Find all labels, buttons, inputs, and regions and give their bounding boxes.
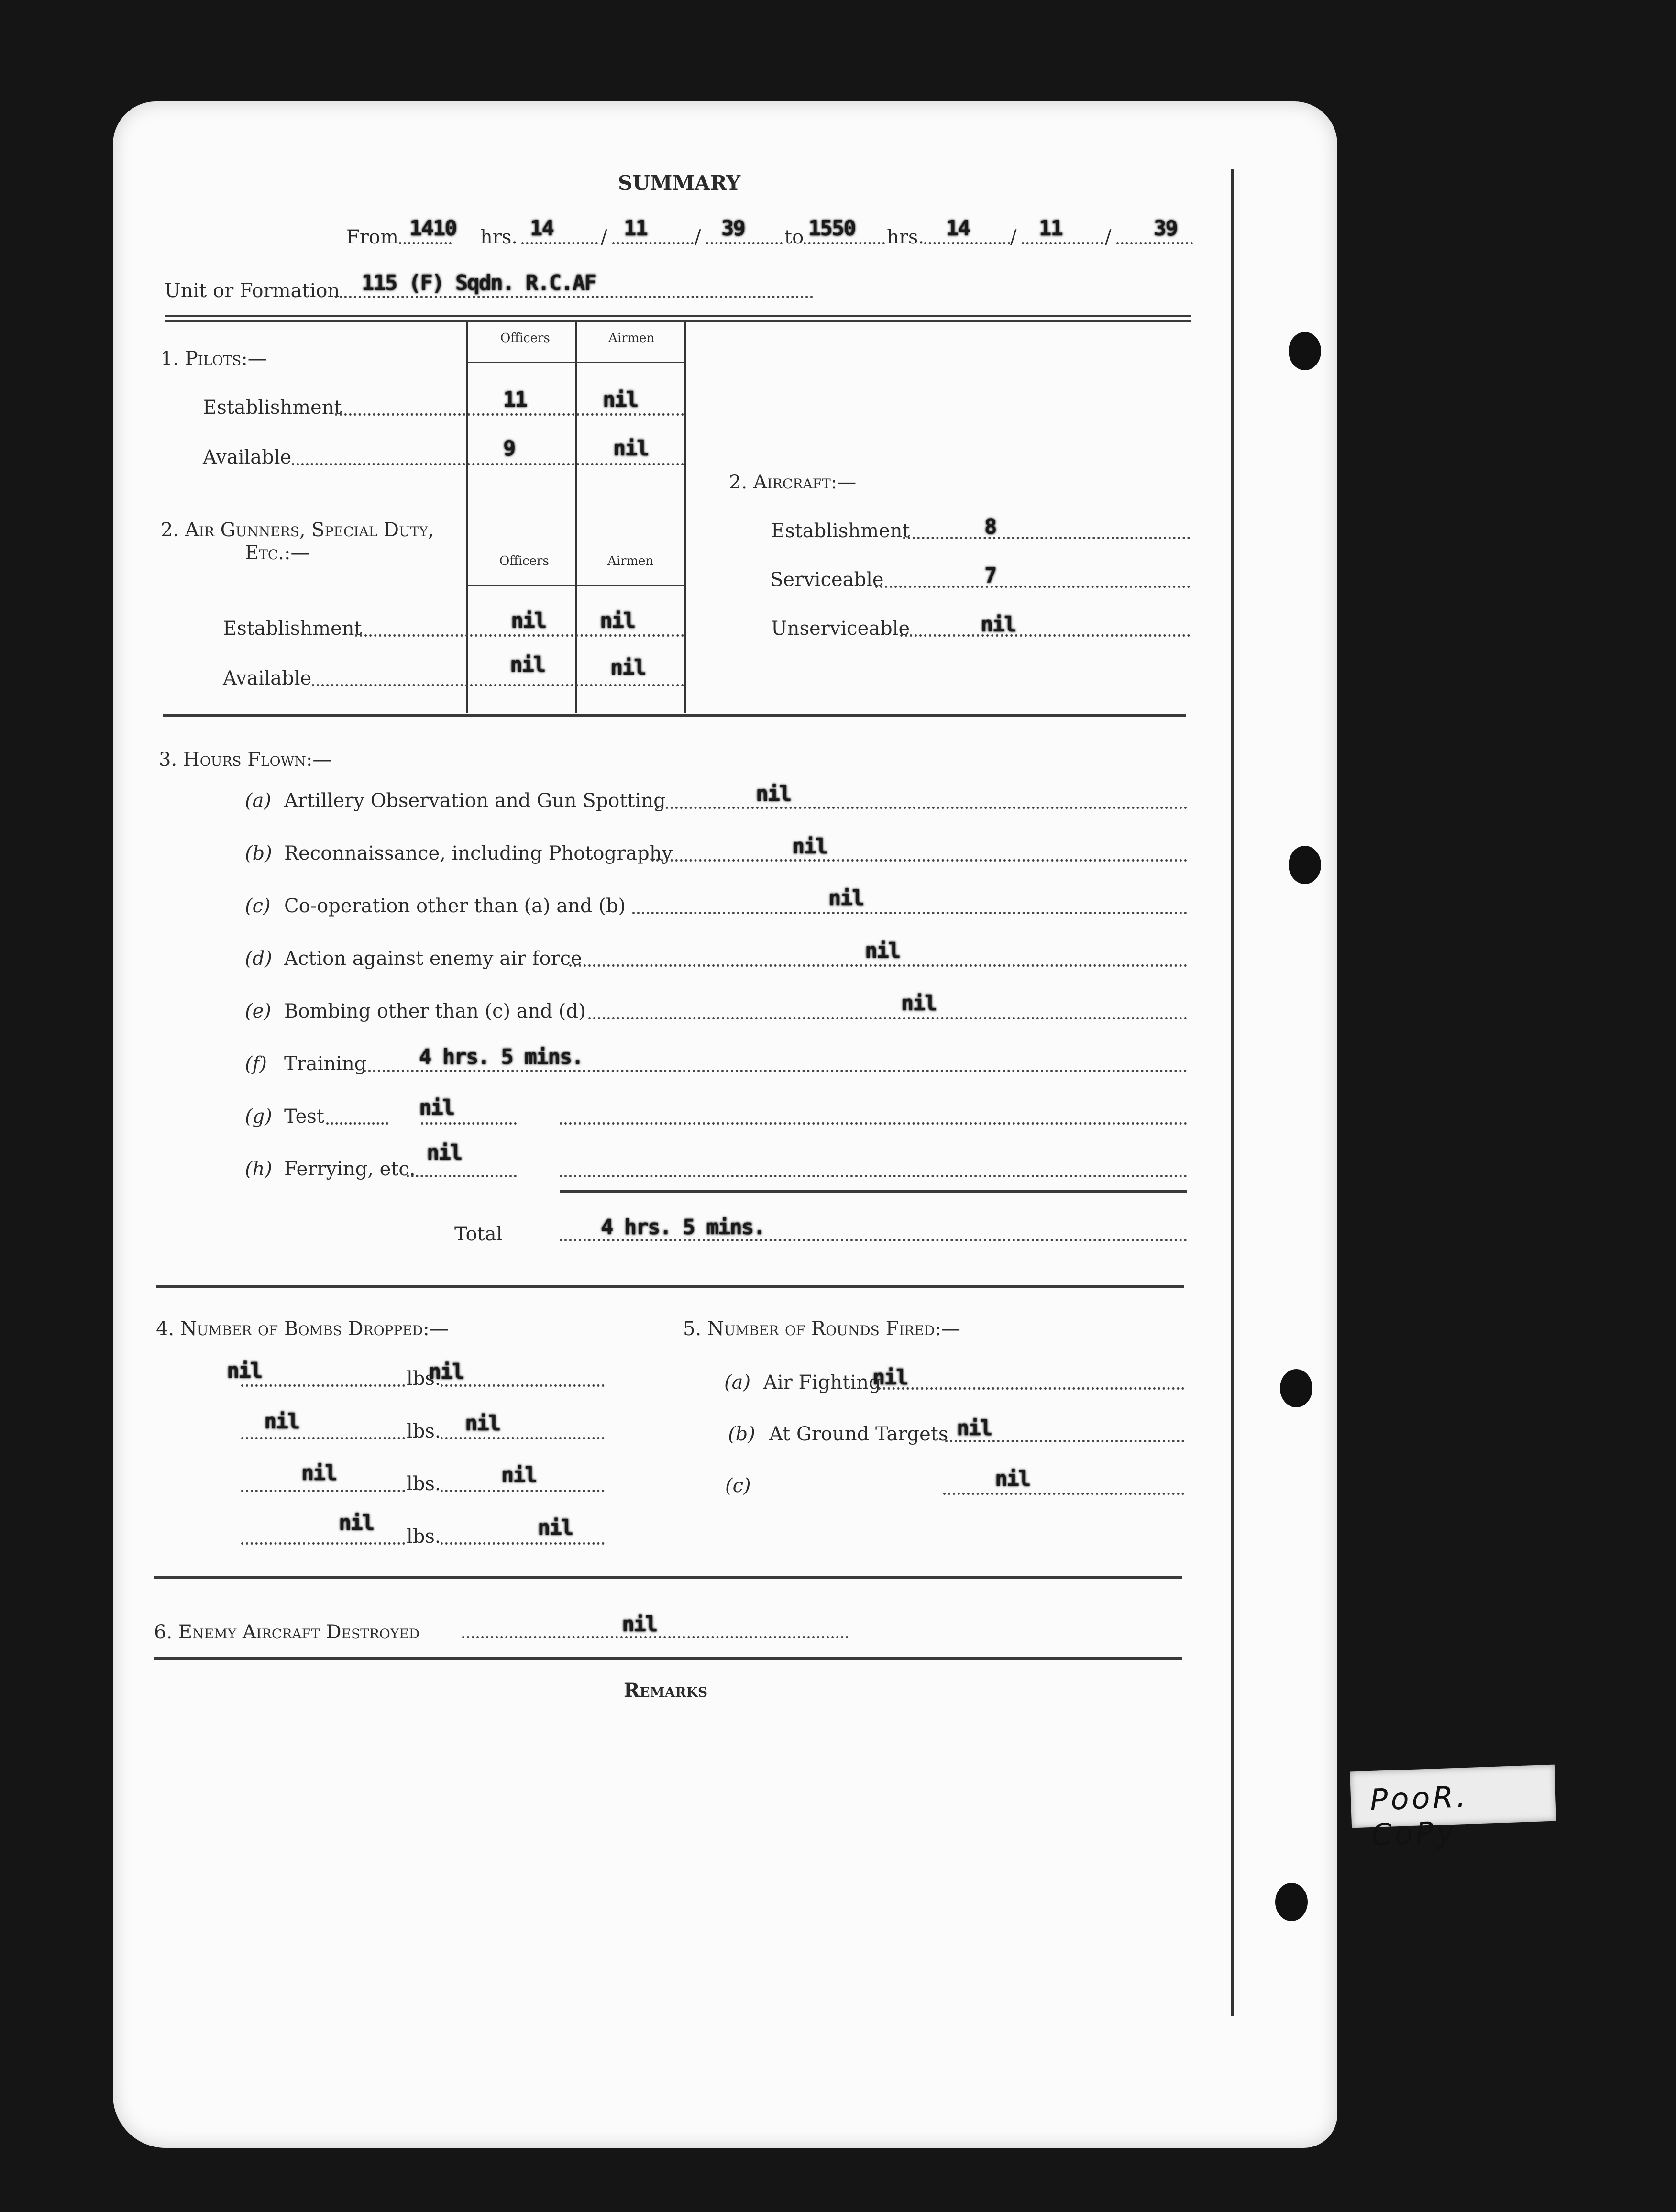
remarks-area xyxy=(163,1713,1186,2000)
dotted-leader xyxy=(1116,242,1193,244)
enemy-aircraft-heading: 6. Enemy Aircraft Destroyed xyxy=(154,1621,420,1643)
punch-hole xyxy=(1289,332,1321,370)
dotted-leader xyxy=(878,1387,1184,1390)
margin-rule xyxy=(1231,169,1234,2016)
row-key: (c) xyxy=(245,895,271,917)
dotted-leader xyxy=(560,1122,1187,1125)
table-rule xyxy=(575,322,577,713)
total-value: 4 hrs. 5 mins. xyxy=(601,1215,765,1239)
rounds-value: nil xyxy=(872,1365,908,1390)
hours-value: nil xyxy=(865,939,900,963)
from-month: 11 xyxy=(624,216,647,241)
bomb-count: nil xyxy=(264,1409,299,1434)
col-airmen: Airmen xyxy=(608,331,655,345)
remarks-heading: Remarks xyxy=(624,1679,708,1702)
gunners-establishment-officers: nil xyxy=(511,608,546,633)
row-key: (b) xyxy=(245,842,272,864)
enemy-aircraft-value: nil xyxy=(622,1612,657,1637)
dotted-leader xyxy=(1022,242,1103,244)
date-separator: / xyxy=(601,226,607,248)
row-label: Artillery Observation and Gun Spotting xyxy=(284,790,666,812)
dotted-leader xyxy=(326,1122,388,1125)
dotted-leader xyxy=(903,537,1190,539)
gunners-establishment-airmen: nil xyxy=(600,608,635,633)
unit-value: 115 (F) Sqdn. R.C.AF xyxy=(362,271,596,295)
dotted-leader xyxy=(335,413,684,416)
bombs-heading: 4. Number of Bombs Dropped:— xyxy=(156,1318,449,1340)
bomb-weight: nil xyxy=(429,1360,464,1384)
rounds-heading: 5. Number of Rounds Fired:— xyxy=(683,1318,960,1340)
to-time: 1550 xyxy=(808,216,855,241)
dotted-leader xyxy=(588,1017,1187,1019)
row-label: Action against enemy air force xyxy=(284,948,582,970)
dotted-leader xyxy=(804,242,885,244)
form-title: SUMMARY xyxy=(618,171,741,195)
dotted-leader xyxy=(421,1122,517,1125)
dotted-leader xyxy=(632,912,1187,914)
row-label: Air Fighting xyxy=(763,1371,881,1394)
pilots-available-airmen: nil xyxy=(613,436,649,461)
dotted-leader xyxy=(521,242,598,244)
row-label: Available xyxy=(203,446,292,468)
from-label: From xyxy=(346,226,398,248)
dotted-leader xyxy=(399,242,452,244)
row-label: Reconnaissance, including Photography xyxy=(284,842,673,864)
lbs-label: lbs. xyxy=(407,1368,441,1390)
divider xyxy=(156,1285,1184,1288)
to-month: 11 xyxy=(1039,216,1062,241)
row-label: Training xyxy=(284,1053,367,1075)
row-label: Test xyxy=(284,1106,324,1128)
aircraft-unserviceable-value: nil xyxy=(981,612,1016,637)
dotted-leader xyxy=(612,242,694,244)
dotted-leader xyxy=(560,1175,1187,1177)
row-label: Co-operation other than (a) and (b) xyxy=(284,895,626,917)
pilots-establishment-airmen: nil xyxy=(603,387,638,412)
aircraft-heading: 2. Aircraft:— xyxy=(729,471,857,493)
row-key: (a) xyxy=(245,790,272,812)
bomb-weight: nil xyxy=(538,1515,573,1540)
divider xyxy=(154,1576,1182,1579)
row-key: (f) xyxy=(245,1053,267,1075)
bomb-weight: nil xyxy=(465,1411,500,1436)
dotted-leader xyxy=(355,634,684,637)
col-airmen: Airmen xyxy=(607,554,654,568)
dotted-leader xyxy=(706,242,783,244)
annotation-text: PooR. CoPy xyxy=(1369,1779,1469,1853)
dotted-leader xyxy=(651,859,1187,862)
col-officers: Officers xyxy=(500,331,550,345)
lbs-label: lbs. xyxy=(407,1473,441,1495)
from-time: 1410 xyxy=(409,216,456,241)
table-rule xyxy=(466,322,468,713)
aircraft-serviceable-value: 7 xyxy=(984,564,996,588)
hrs-label: hrs. xyxy=(480,226,518,248)
bomb-count: nil xyxy=(301,1461,337,1485)
hours-value: nil xyxy=(828,886,864,910)
pilots-available-officers: 9 xyxy=(503,436,515,461)
from-year: 39 xyxy=(721,216,745,241)
dotted-leader xyxy=(292,463,684,465)
row-label: Serviceable xyxy=(770,569,884,591)
row-key: (h) xyxy=(245,1158,272,1180)
table-rule xyxy=(684,322,686,713)
total-rule xyxy=(560,1190,1187,1193)
row-label: At Ground Targets xyxy=(769,1423,948,1445)
bomb-count: nil xyxy=(227,1359,262,1383)
from-day: 14 xyxy=(530,216,553,241)
to-day: 14 xyxy=(946,216,970,241)
hours-value: nil xyxy=(792,834,827,859)
dotted-leader xyxy=(312,684,684,686)
hours-value: nil xyxy=(419,1095,454,1120)
to-label: to xyxy=(784,226,804,248)
table-header-rule xyxy=(468,585,684,586)
row-key: (b) xyxy=(728,1423,755,1445)
poor-copy-annotation xyxy=(1350,1765,1556,1853)
row-label: Establishment xyxy=(771,520,910,542)
divider xyxy=(165,315,1191,317)
divider xyxy=(165,320,1191,322)
date-separator: / xyxy=(695,226,701,248)
aircraft-establishment-value: 8 xyxy=(984,515,996,539)
punch-hole xyxy=(1289,846,1321,884)
unit-label: Unit or Formation xyxy=(165,280,340,302)
dotted-leader xyxy=(875,586,1190,588)
punch-hole xyxy=(1280,1369,1312,1407)
lbs-label: lbs. xyxy=(407,1526,441,1548)
row-key: (a) xyxy=(724,1371,751,1394)
row-key: (g) xyxy=(245,1106,272,1128)
to-year: 39 xyxy=(1154,216,1177,241)
hours-flown-heading: 3. Hours Flown:— xyxy=(159,749,332,771)
gunners-available-officers: nil xyxy=(510,653,545,677)
dotted-leader xyxy=(364,1070,1187,1072)
rounds-value: nil xyxy=(957,1416,992,1440)
hours-value: nil xyxy=(901,991,937,1016)
hrs-label: hrs. xyxy=(887,226,925,248)
bomb-weight: nil xyxy=(501,1463,537,1487)
hours-value: 4 hrs. 5 mins. xyxy=(419,1045,583,1069)
total-label: Total xyxy=(454,1223,503,1245)
divider xyxy=(163,714,1186,717)
dotted-leader xyxy=(943,1493,1184,1495)
row-label: Establishment xyxy=(223,618,362,640)
row-label: Bombing other than (c) and (d) xyxy=(284,1000,586,1022)
table-header-rule xyxy=(468,362,684,363)
air-gunners-heading: 2. Air Gunners, Special Duty, xyxy=(161,519,434,541)
dotted-leader xyxy=(407,1175,517,1177)
row-key: (c) xyxy=(725,1475,751,1497)
bomb-count: nil xyxy=(339,1511,374,1535)
date-separator: / xyxy=(1105,226,1112,248)
rounds-value: nil xyxy=(995,1467,1030,1491)
punch-hole xyxy=(1275,1883,1308,1921)
hours-value: nil xyxy=(427,1140,462,1165)
row-label: Unserviceable xyxy=(771,618,910,640)
col-officers: Officers xyxy=(499,554,549,568)
lbs-label: lbs. xyxy=(407,1420,441,1442)
row-label: Ferrying, etc. xyxy=(284,1158,416,1180)
row-label: Available xyxy=(223,667,312,689)
hours-value: nil xyxy=(756,782,791,806)
row-key: (e) xyxy=(245,1000,271,1022)
dotted-leader xyxy=(335,296,813,298)
dotted-leader xyxy=(900,634,1190,637)
dotted-leader xyxy=(656,807,1187,809)
air-gunners-heading-cont: Etc.:— xyxy=(245,542,310,564)
row-label: Establishment xyxy=(203,397,342,419)
date-separator: / xyxy=(1010,226,1017,248)
row-key: (d) xyxy=(245,948,272,970)
divider xyxy=(154,1657,1182,1660)
pilots-heading: 1. Pilots:— xyxy=(161,348,267,370)
dotted-leader xyxy=(569,964,1187,967)
pilots-establishment-officers: 11 xyxy=(503,387,527,412)
dotted-leader xyxy=(924,242,1010,244)
gunners-available-airmen: nil xyxy=(610,655,646,680)
